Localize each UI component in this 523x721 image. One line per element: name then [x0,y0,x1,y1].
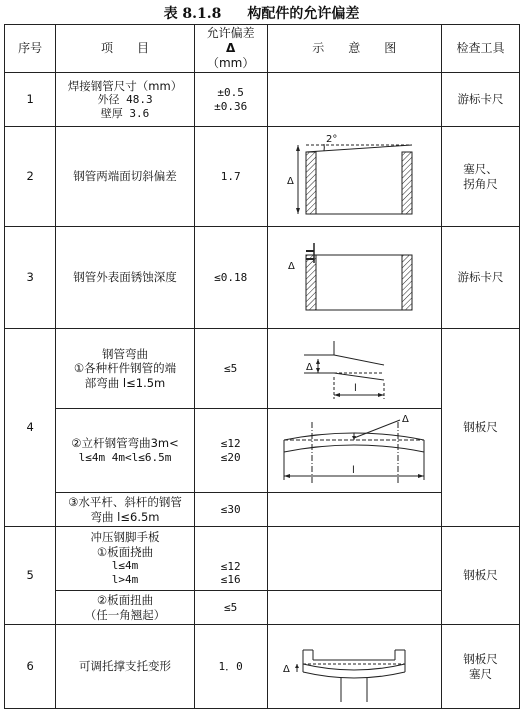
delta-label: Δ [283,663,291,675]
row-index: 6 [5,625,56,709]
row-diagram [267,127,441,227]
row-tolerance: ≤12 ≤16 [194,527,267,591]
row-diagram [267,329,441,409]
delta-label: Δ [306,361,314,373]
delta-label: Δ [288,260,296,272]
row-diagram [267,73,441,127]
row-diagram [267,591,441,625]
row-tolerance: ≤0.18 [194,227,267,329]
delta-label: Δ [402,413,410,425]
table-row [5,73,520,127]
table-row [5,227,520,329]
row-item: ②板面扭曲 （任一角翘起） [56,591,194,625]
row-tolerance: ±0.5 ±0.36 [194,73,267,127]
delta-label: Δ [287,175,295,187]
table-caption: 构配件的允许偏差 [247,6,360,22]
row-index: 3 [5,227,56,329]
row-item: 可调托撑支托变形 [56,625,194,709]
row-item: 焊接钢管尺寸（mm） 外径 48.3 壁厚 3.6 [56,73,194,127]
row-tool: 游标卡尺 [441,73,519,127]
end-bending-diagram [284,333,424,405]
row-tolerance: ≤5 [194,329,267,409]
row-diagram [267,409,441,493]
upright-bending-diagram [274,412,434,490]
table-row [5,527,520,591]
corrosion-depth-diagram [284,233,424,323]
header-tolerance: 允许偏差 Δ （mm） [194,25,267,73]
row-item: 冲压钢脚手板 ①板面挠曲 l≤4m l>4m [56,527,194,591]
row-tolerance: 1.7 [194,127,267,227]
row-item: 钢管两端面切斜偏差 [56,127,194,227]
row-index: 4 [5,329,56,527]
header-item: 项 目 [56,25,194,73]
row-tool: 塞尺、 拐角尺 [441,127,519,227]
row-tolerance: ≤30 [194,493,267,527]
row-diagram [267,227,441,329]
row-tolerance: 1．0 [194,625,267,709]
length-label: l [354,382,358,394]
row-index: 2 [5,127,56,227]
row-diagram [267,625,441,709]
row-tolerance: ≤5 [194,591,267,625]
row-item: ③水平杆、斜杆的钢管 弯曲 l≤6.5m [56,493,194,527]
row-diagram [267,527,441,591]
table-title [0,3,523,23]
row-index: 1 [5,73,56,127]
table-row [5,329,520,409]
table-row [5,127,520,227]
end-face-bevel-diagram [284,132,424,222]
header-tool: 检查工具 [441,25,519,73]
row-tool: 钢板尺 塞尺 [441,625,519,709]
row-item: 钢管外表面锈蚀深度 [56,227,194,329]
table-number: 表 8.1.8 [163,6,222,22]
row-item: 钢管弯曲 ①各种杆件钢管的端 部弯曲 l≤1.5m [56,329,194,409]
row-index: 5 [5,527,56,625]
header-row [5,25,520,73]
angle-label: 2° [326,133,338,145]
header-diagram: 示 意 图 [267,25,441,73]
row-tool: 钢板尺 [441,329,519,527]
row-tool: 游标卡尺 [441,227,519,329]
length-label: l [352,464,356,476]
jack-support-diagram [279,630,429,704]
row-diagram [267,493,441,527]
tolerance-table [4,24,520,709]
row-tolerance: ≤12 ≤20 [194,409,267,493]
row-tool: 钢板尺 [441,527,519,625]
row-item: ②立杆钢管弯曲3m< l≤4m 4m<l≤6.5m [56,409,194,493]
table-row [5,625,520,709]
header-index: 序号 [5,25,56,73]
